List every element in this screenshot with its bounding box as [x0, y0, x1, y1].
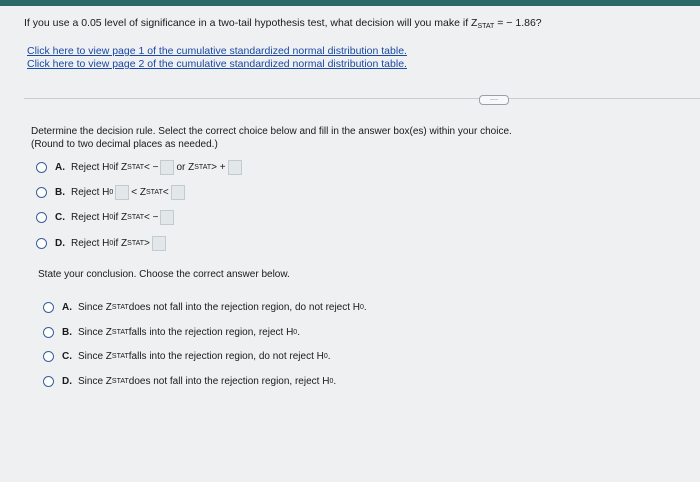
option-sub: 0 — [109, 214, 114, 221]
option-sub: 0 — [109, 240, 114, 247]
option-letter: D. — [62, 376, 72, 387]
answer-box-upper[interactable] — [228, 160, 242, 175]
option-letter: A. — [62, 302, 72, 313]
option-sub: STAT — [146, 189, 163, 196]
option-text: < − — [144, 162, 159, 173]
option-text: Since Z — [78, 351, 112, 362]
option-text: Reject H — [71, 238, 110, 249]
table-links — [27, 45, 407, 71]
radio-button[interactable] — [43, 302, 54, 313]
option-text: Since Z — [78, 327, 112, 338]
answer-box-lower[interactable] — [160, 160, 174, 175]
radio-button[interactable] — [43, 327, 54, 338]
option-text: . — [363, 302, 367, 313]
conclusion-prompt: State your conclusion. Choose the correct answer below. — [38, 269, 290, 280]
option-text: . — [333, 376, 337, 387]
option-text: Since Z — [78, 302, 112, 313]
option-sub: STAT — [194, 164, 212, 171]
option-text: if Z — [113, 238, 128, 249]
option-sub: STAT — [111, 378, 129, 385]
option-text: falls into the rejection region, reject H — [128, 327, 294, 338]
decision-option-a[interactable] — [36, 160, 244, 175]
option-sub: 0 — [323, 353, 328, 360]
option-letter: C. — [55, 212, 65, 223]
instructions-line2: (Round to two decimal places as needed.) — [31, 139, 218, 150]
option-sub: STAT — [127, 164, 145, 171]
radio-button[interactable] — [36, 238, 47, 249]
expand-more-button[interactable]: .... — [479, 95, 509, 105]
radio-button[interactable] — [36, 187, 47, 198]
option-letter: A. — [55, 162, 65, 173]
top-accent-bar — [0, 0, 700, 6]
option-text: Since Z — [78, 376, 112, 387]
option-text: . — [297, 327, 300, 338]
conclusion-option-d[interactable] — [43, 376, 336, 387]
option-text: if Z — [113, 212, 128, 223]
conclusion-option-b[interactable] — [43, 327, 300, 338]
question-suffix: = − 1.86? — [494, 17, 542, 29]
decision-option-b[interactable] — [36, 185, 187, 200]
answer-box[interactable] — [160, 210, 174, 225]
section-divider — [24, 98, 700, 99]
option-text: Reject H — [71, 162, 110, 173]
option-text: < − — [144, 212, 159, 223]
option-text: < — [162, 187, 169, 198]
option-sub: STAT — [127, 240, 145, 247]
option-sub: 0 — [109, 164, 114, 171]
answer-box[interactable] — [152, 236, 166, 251]
option-text: Reject H — [71, 212, 110, 223]
question-sub: STAT — [477, 23, 495, 30]
conclusion-option-a[interactable] — [43, 302, 367, 313]
option-text: falls into the rejection region, do not reject H — [128, 351, 324, 362]
decision-option-d[interactable] — [36, 236, 168, 251]
option-letter: B. — [62, 327, 72, 338]
option-text: does not fall into the rejection region, do not reject H — [128, 302, 361, 313]
option-text: . — [327, 351, 331, 362]
option-letter: B. — [55, 187, 65, 198]
radio-button[interactable] — [36, 212, 47, 223]
option-text: > + — [211, 162, 226, 173]
decision-option-c[interactable] — [36, 210, 176, 225]
question-prefix: If you use a 0.05 level of significance in a two-tail hypothesis test, what decision will you make if Z — [24, 17, 478, 29]
answer-box-upper[interactable] — [171, 185, 185, 200]
option-text: does not fall into the rejection region, reject H — [128, 376, 330, 387]
radio-button[interactable] — [36, 162, 47, 173]
option-sub: STAT — [111, 304, 129, 311]
instructions — [31, 125, 512, 151]
option-sub: 0 — [109, 189, 114, 196]
option-sub: STAT — [127, 214, 145, 221]
instructions-line1: Determine the decision rule. Select the correct choice below and fill in the answer box(es) within your choice. — [31, 126, 512, 137]
option-text: or Z — [176, 162, 195, 173]
option-letter: C. — [62, 351, 72, 362]
radio-button[interactable] — [43, 376, 54, 387]
question-text — [24, 17, 542, 30]
option-sub: STAT — [111, 329, 129, 336]
option-letter: D. — [55, 238, 65, 249]
option-sub: STAT — [111, 353, 129, 360]
option-sub: 0 — [360, 304, 364, 311]
option-text: if Z — [113, 162, 128, 173]
option-text: Reject H — [71, 187, 110, 198]
conclusion-option-c[interactable] — [43, 351, 331, 362]
option-text: < Z — [131, 187, 146, 198]
table-page2-link[interactable]: Click here to view page 2 of the cumulative standardized normal distribution table. — [27, 58, 407, 70]
option-text: > — [144, 238, 150, 249]
answer-box-lower[interactable] — [115, 185, 129, 200]
option-sub: 0 — [293, 329, 298, 336]
radio-button[interactable] — [43, 351, 54, 362]
table-page1-link[interactable]: Click here to view page 1 of the cumulative standardized normal distribution table. — [27, 45, 407, 57]
option-sub: 0 — [329, 378, 334, 385]
